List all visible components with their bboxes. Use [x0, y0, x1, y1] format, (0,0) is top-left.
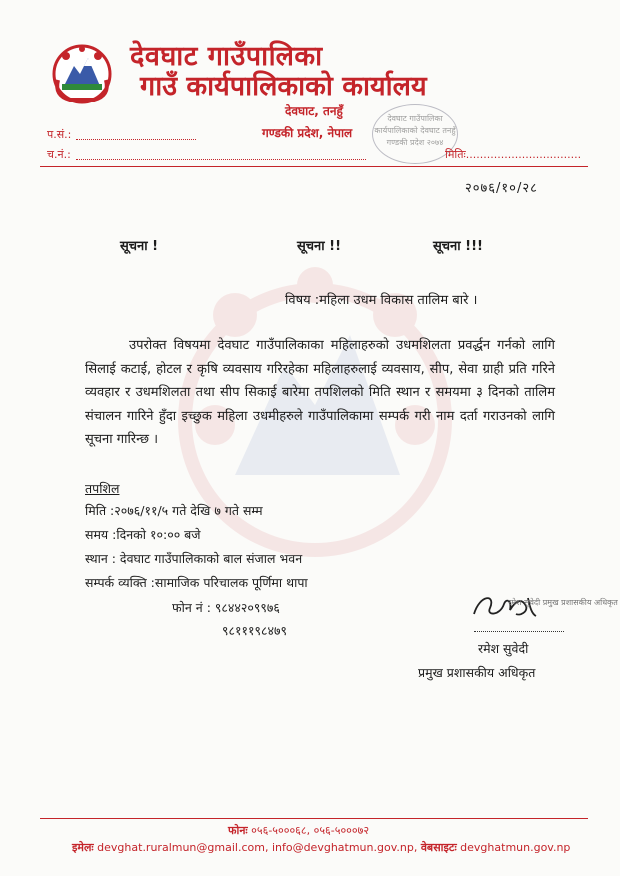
details-phone-1: फोन नं : ९८४४२०९९७६	[172, 600, 280, 615]
footer-phone	[228, 823, 369, 838]
footer-phone-label: फोनः	[228, 824, 248, 837]
details-date: मिति :२०७६/११/५ गते देखि ७ गते सम्म	[85, 503, 263, 518]
notice-1: सूचना !	[120, 239, 159, 254]
details-time: समय :दिनको १०:०० बजे	[85, 527, 201, 542]
footer-email-value[interactable]: devghat.ruralmun@gmail.com, info@devghatmun.gov.np,	[97, 841, 418, 854]
footer-website-value[interactable]: devghatmun.gov.np	[460, 841, 571, 854]
body-paragraph	[85, 334, 555, 452]
details-heading: तपशिल	[85, 481, 120, 496]
nepal-emblem-icon	[50, 40, 114, 106]
details-contact: सम्पर्क व्यक्ति :सामाजिक परिचालक पूर्णिमा थापा	[85, 575, 308, 590]
stamp-text: देवघाट गाउँपालिका कार्यपालिकाको देवघाट तनहुँ गण्डकी प्रदेश २०७४	[374, 114, 456, 147]
address-line-2: गण्डकी प्रदेश, नेपाल	[262, 126, 353, 140]
header-divider	[40, 166, 588, 167]
footer-divider	[40, 818, 588, 819]
office-subtitle: गाउँ कार्यपालिकाको कार्यालय	[140, 71, 427, 102]
signatory-title: प्रमुख प्रशासकीय अधिकृत	[418, 665, 536, 680]
footer-email-label: इमेलः	[72, 841, 94, 854]
signature-dots	[474, 630, 564, 632]
ref-no-label: प.सं.:	[47, 128, 72, 141]
letter-date: २०७६/१०/२८	[465, 181, 538, 196]
details-phone-2: ९८१११९८४७९	[222, 623, 288, 638]
dispatch-no-label: च.नं.:	[47, 148, 71, 161]
notice-3: सूचना !!!	[433, 239, 483, 254]
details-venue: स्थान : देवघाट गाउँपालिकाको बाल संजाल भवन	[85, 551, 303, 566]
footer-phone-value: ०५६-५०००६८, ०५६-५०००७२	[251, 824, 370, 837]
dispatch-no-dots	[76, 158, 366, 160]
subject-line: विषय :महिला उधम विकास तालिम बारे ।	[285, 293, 478, 308]
footer-website-label: वेबसाइटः	[420, 841, 457, 854]
date-field-label: मितिः.................................	[445, 148, 582, 161]
office-title: देवघाट गाउँपालिका	[130, 41, 323, 72]
footer-contact	[72, 840, 570, 855]
ref-no-dots	[76, 138, 196, 140]
body-text: उपरोक्त विषयमा देवघाट गाउँपालिकाका महिलाहरुको उधमशिलता प्रवर्द्धन गर्नको लागि सिलाई कटाई, होटल र कृषि व्यवसाय गरिरहेका महिलाहरुलाई व्यवसाय, सीप, सेवा ग्राही प्रति गरिने व्यवहार र उधमशिलता तथा सीप सिकाई बारेमा तपशिलको मिति स्थान र समयमा ३ दिनको तालिम संचालन गारिने हुँदा इच्छुक महिला उधमीहरुले गाउँपालिकामा सम्पर्क गरी नाम दर्ता गराउनको लागि सूचना गारिन्छ ।	[85, 338, 555, 447]
signature-stamp: रमेश सुवेदी प्रमुख प्रशासकीय अधिकृत	[508, 598, 618, 607]
notice-2: सूचना !!	[297, 239, 342, 254]
signatory-name: रमेश सुवेदी	[478, 641, 529, 656]
address-line-1: देवघाट, तनहुँ	[285, 104, 343, 118]
